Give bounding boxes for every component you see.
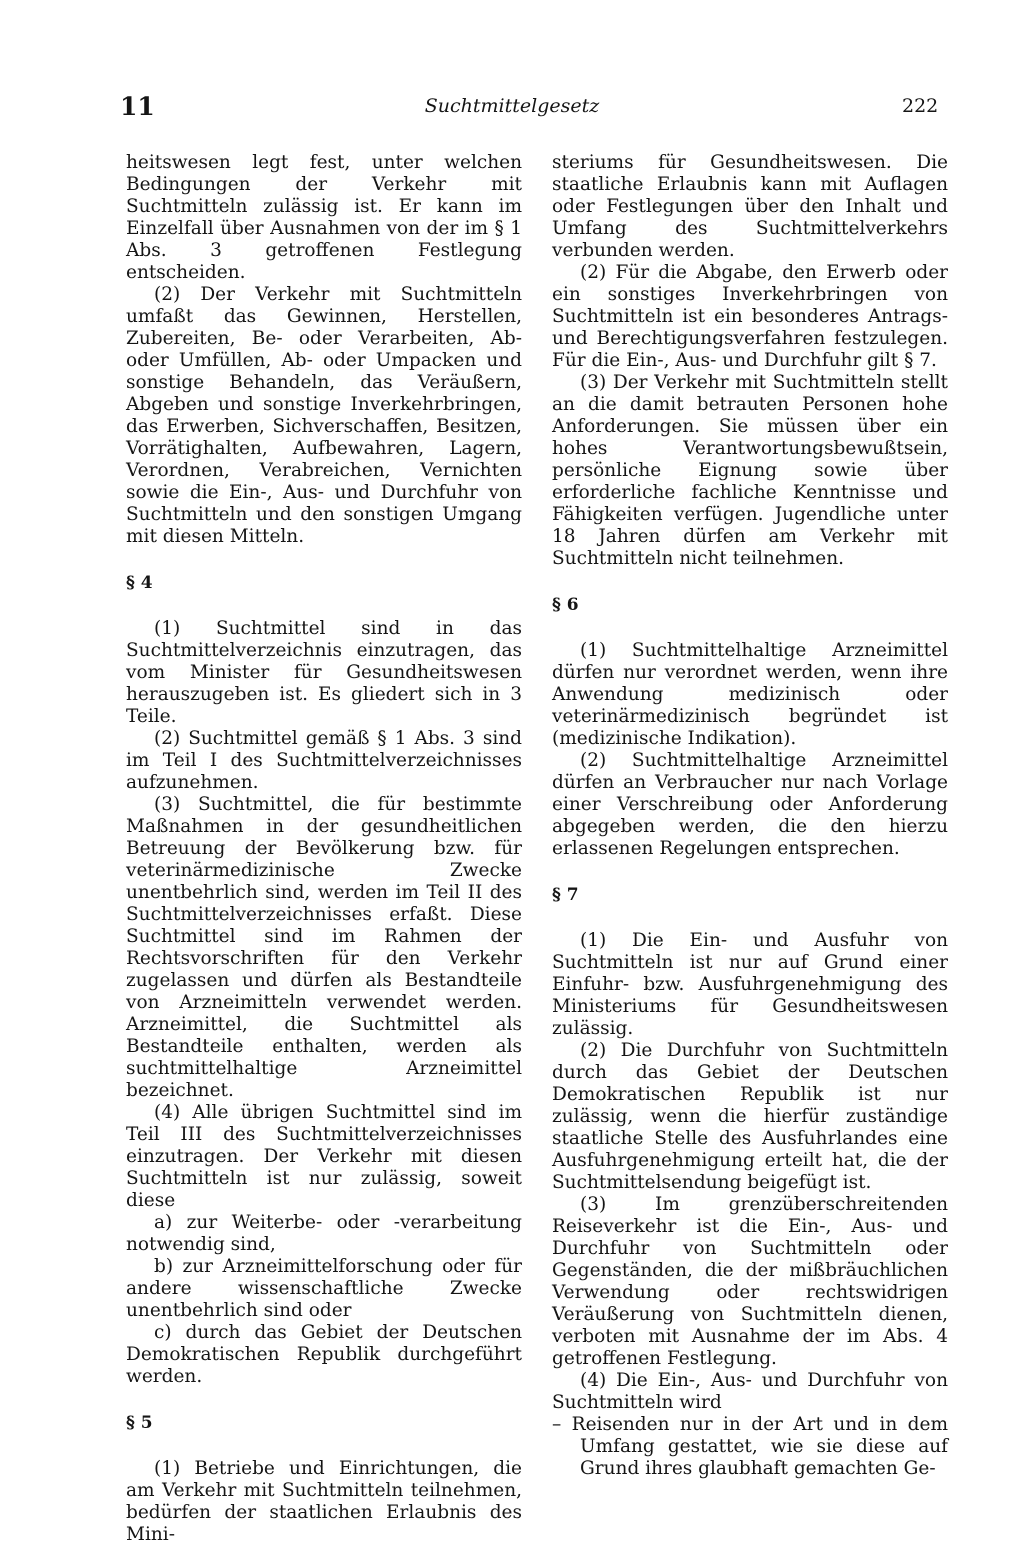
left-column	[126, 152, 522, 1546]
paragraph: steriums für Gesundheitswesen. Die staatliche Erlaubnis kann mit Auflagen oder Festlegungen über den Inhalt und Umfang des Suchtmittelverkehrs verbunden werden.	[552, 152, 948, 261]
paragraph: (2) Für die Abgabe, den Erwerb oder ein sonstiges Inverkehrbringen von Suchtmitteln ist ein besonderes Antrags- und Berechtigungsverfahren festzulegen. Für die Ein-, Aus- und Durchfuhr gilt § 7.	[552, 262, 948, 371]
list-item: a) zur Weiterbe- oder -verarbeitung notwendig sind,	[126, 1212, 522, 1255]
paragraph: heitswesen legt fest, unter welchen Bedingungen der Verkehr mit Suchtmitteln zulässig ist. Er kann im Einzelfall über Ausnahmen von der im § 1 Abs. 3 getroffenen Festlegung entscheiden.	[126, 152, 522, 283]
running-title: Suchtmittelgesetz	[424, 95, 600, 117]
page-number: 222	[902, 95, 939, 117]
section-heading-4: § 4	[126, 573, 153, 593]
paragraph: (3) Im grenzüberschreitenden Reiseverkehr ist die Ein-, Aus- und Durchfuhr von Suchtmitteln oder Gegenständen, die der mißbräuchlichen Verwendung oder rechtswidrigen Veräußerung von Suchtmitteln dienen, verboten mit Ausnahme der im Abs. 4 getroffenen Festlegung.	[552, 1194, 948, 1369]
paragraph: (1) Suchtmittelhaltige Arzneimittel dürfen nur verordnet werden, wenn ihre Anwendung medizinisch oder veterinärmedizinisch begründet ist (medizinische Indikation).	[552, 640, 948, 749]
paragraph: (3) Suchtmittel, die für bestimmte Maßnahmen in der gesundheitlichen Betreuung der Bevölkerung bzw. für veterinärmedizinische Zwecke unentbehrlich sind, werden im Teil II des Suchtmittelverzeichnisses erfaßt. Diese Suchtmittel sind im Rahmen der Rechtsvorschriften für den Verkehr zugelassen und dürfen als Bestandteile von Arzneimitteln verwendet werden. Arzneimittel, die Suchtmittel als Bestandteile enthalten, werden als suchtmittelhaltige Arzneimittel bezeichnet.	[126, 794, 522, 1101]
right-column	[552, 152, 948, 1480]
section-heading-6: § 6	[552, 595, 579, 615]
page-header	[0, 92, 1024, 122]
paragraph: (2) Der Verkehr mit Suchtmitteln umfaßt das Gewinnen, Herstellen, Zubereiten, Be- oder Verarbeiten, Ab- oder Umfüllen, Ab- oder Umpacken und sonstige Behandeln, das Veräußern, Abgeben und sonstige Inverkehrbringen, das Erwerben, Sichverschaffen, Besitzen, Vorrätighalten, Aufbewahren, Lagern, Verordnen, Verabreichen, Vernichten sowie die Ein-, Aus- und Durchfuhr von Suchtmitteln und den sonstigen Umgang mit diesen Mitteln.	[126, 284, 522, 547]
paragraph: (1) Suchtmittel sind in das Suchtmittelverzeichnis einzutragen, das vom Minister für Gesundheitswesen herauszugeben ist. Es gliedert sich in 3 Teile.	[126, 618, 522, 727]
paragraph: (4) Die Ein-, Aus- und Durchfuhr von Suchtmitteln wird	[552, 1370, 948, 1413]
paragraph: (2) Suchtmittelhaltige Arzneimittel dürfen an Verbraucher nur nach Vorlage einer Verschreibung oder Anforderung abgegeben werden, die den hierzu erlassenen Regelungen entsprechen.	[552, 750, 948, 859]
paragraph: (2) Die Durchfuhr von Suchtmitteln durch das Gebiet der Deutschen Demokratischen Republik ist nur zulässig, wenn die hierfür zuständige staatliche Stelle des Ausfuhrlandes eine Ausfuhrgenehmigung erteilt hat, die der Suchtmittelsendung beigefügt ist.	[552, 1040, 948, 1193]
dash-list-item: – Reisenden nur in der Art und in dem Umfang gestattet, wie sie diese auf Grund ihres glaubhaft gemachten Ge-	[552, 1414, 948, 1479]
section-heading-7: § 7	[552, 885, 579, 905]
section-heading-5: § 5	[126, 1413, 153, 1433]
paragraph: (2) Suchtmittel gemäß § 1 Abs. 3 sind im Teil I des Suchtmittelverzeichnisses aufzunehmen.	[126, 728, 522, 793]
paragraph: (1) Die Ein- und Ausfuhr von Suchtmitteln ist nur auf Grund einer Einfuhr- bzw. Ausfuhrgenehmigung des Ministeriums für Gesundheitswesen zulässig.	[552, 930, 948, 1039]
chapter-number: 11	[120, 92, 155, 121]
paragraph: (3) Der Verkehr mit Suchtmitteln stellt an die damit betrauten Personen hohe Anforderungen. Sie müssen über ein hohes Verantwortungsbewußtsein, persönliche Eignung sowie über erforderliche fachliche Kenntnisse und Fähigkeiten verfügen. Jugendliche unter 18 Jahren dürfen am Verkehr mit Suchtmitteln nicht teilnehmen.	[552, 372, 948, 569]
paragraph: (1) Betriebe und Einrichtungen, die am Verkehr mit Suchtmitteln teilnehmen, bedürfen der staatlichen Erlaubnis des Mini-	[126, 1458, 522, 1545]
list-item: c) durch das Gebiet der Deutschen Demokratischen Republik durchgeführt werden.	[126, 1322, 522, 1387]
paragraph: (4) Alle übrigen Suchtmittel sind im Teil III des Suchtmittelverzeichnisses einzutragen. Der Verkehr mit diesen Suchtmitteln ist nur zulässig, soweit diese	[126, 1102, 522, 1211]
list-item: b) zur Arzneimittelforschung oder für andere wissenschaftliche Zwecke unentbehrlich sind oder	[126, 1256, 522, 1321]
